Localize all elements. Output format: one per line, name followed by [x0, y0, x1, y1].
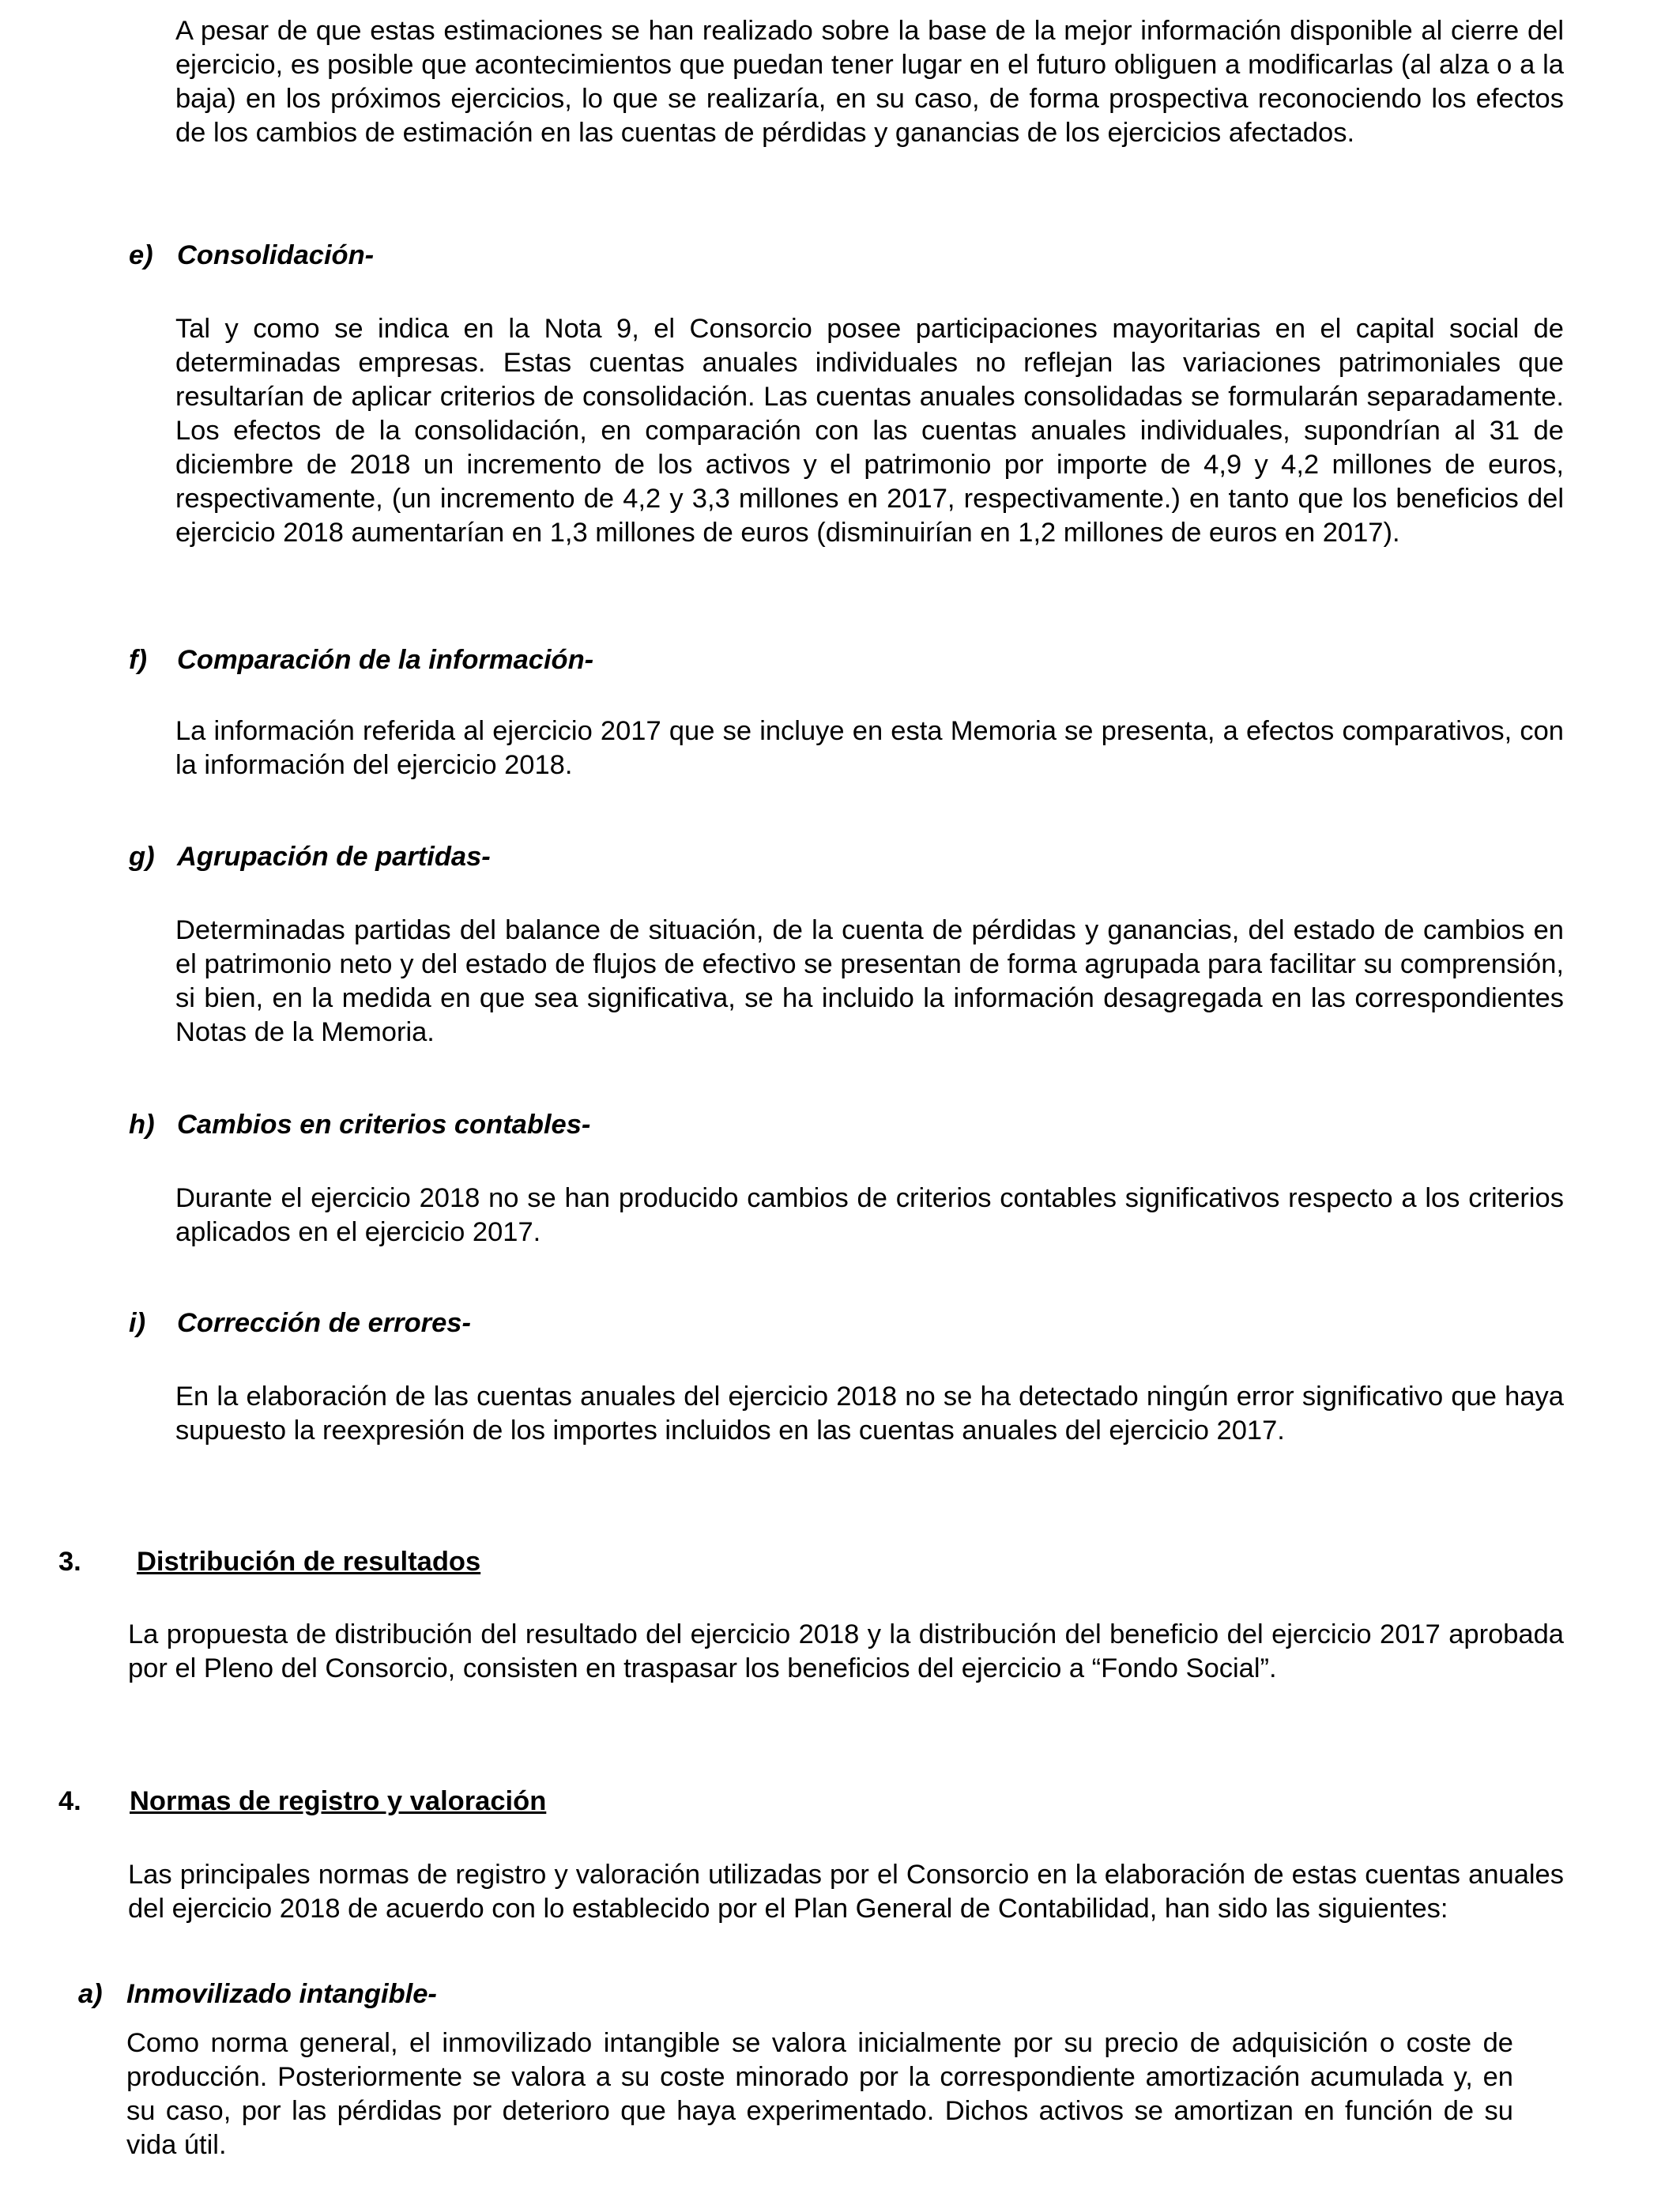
section-3-title: Distribución de resultados	[137, 1547, 481, 1577]
section-3-number: 3.	[58, 1547, 81, 1577]
section-4-subsection-a-body: Como norma general, el inmovilizado intangible se valora inicialmente por su precio de adquisición o coste de producción. Posteriormente se valora a su coste minorado por la correspondiente amortización acumulada y, en su caso, por las pérdidas por deterioro que haya experimentado. Dichos activos se amortizan en función de su vida útil.	[126, 2028, 1513, 2160]
subsection-e-letter: e)	[129, 240, 153, 270]
subsection-e-heading	[129, 239, 374, 273]
intro-paragraph: A pesar de que estas estimaciones se han realizado sobre la base de la mejor información disponible al cierre del ejercicio, es posible que acontecimientos que puedan tener lugar en el futuro obliguen a modificarlas (al alza o a la baja) en los próximos ejercicios, lo que se realizaría, en su caso, de forma prospectiva reconociendo los efectos de los cambios de estimación en las cuentas de pérdidas y ganancias de los ejercicios afectados.	[175, 16, 1564, 148]
subsection-i-heading	[129, 1306, 471, 1340]
subsection-g-heading	[129, 840, 491, 874]
subsection-f-body: La información referida al ejercicio 2017 que se incluye en esta Memoria se presenta, a efectos comparativos, con la información del ejercicio 2018.	[175, 716, 1564, 780]
section-3-heading	[58, 1545, 480, 1579]
section-4-title: Normas de registro y valoración	[130, 1786, 547, 1816]
subsection-g-title: Agrupación de partidas-	[177, 842, 491, 872]
subsection-f-title: Comparación de la información-	[177, 645, 594, 675]
section-3-body: La propuesta de distribución del resultado del ejercicio 2018 y la distribución del beneficio del ejercicio 2017 aprobada por el Pleno del Consorcio, consisten en traspasar los beneficios del ejercicio a “Fondo Social”.	[128, 1619, 1564, 1683]
subsection-g-letter: g)	[129, 842, 155, 872]
subsection-h-body: Durante el ejercicio 2018 no se han producido cambios de criterios contables significativos respecto a los criterios aplicados en el ejercicio 2017.	[175, 1183, 1564, 1247]
section-4-heading	[58, 1785, 546, 1819]
subsection-i-letter: i)	[129, 1308, 146, 1338]
subsection-f-heading	[129, 643, 593, 677]
subsection-e-body: Tal y como se indica en la Nota 9, el Consorcio posee participaciones mayoritarias en el capital social de determinadas empresas. Estas cuentas anuales individuales no reflejan las variaciones patrimoniales que resultarían de aplicar criterios de consolidación. Las cuentas anuales consolidadas se formularán separadamente. Los efectos de la consolidación, en comparación con las cuentas anuales individuales, supondrían al 31 de diciembre de 2018 un incremento de los activos y el patrimonio por importe de 4,9 y 4,2 millones de euros, respectivamente, (un incremento de 4,2 y 3,3 millones en 2017, respectivamente.) en tanto que los beneficios del ejercicio 2018 aumentarían en 1,3 millones de euros (disminuirían en 1,2 millones de euros en 2017).	[175, 314, 1564, 548]
section-4-subsection-a-heading	[78, 1977, 437, 2011]
subsection-i-body: En la elaboración de las cuentas anuales del ejercicio 2018 no se ha detectado ningún error significativo que haya supuesto la reexpresión de los importes incluidos en las cuentas anuales del ejercicio 2017.	[175, 1382, 1564, 1446]
section-4-body: Las principales normas de registro y valoración utilizadas por el Consorcio en la elaboración de estas cuentas anuales del ejercicio 2018 de acuerdo con lo establecido por el Plan General de Contabilidad, han sido las siguientes:	[128, 1860, 1564, 1924]
subsection-h-letter: h)	[129, 1110, 155, 1140]
section-4-subsection-a-letter: a)	[78, 1979, 103, 2009]
section-4-number: 4.	[58, 1786, 81, 1816]
subsection-i-title: Corrección de errores-	[177, 1308, 471, 1338]
subsection-h-heading	[129, 1108, 590, 1142]
section-4-subsection-a-title: Inmovilizado intangible-	[126, 1979, 437, 2009]
subsection-e-title: Consolidación-	[177, 240, 375, 270]
subsection-g-body: Determinadas partidas del balance de situación, de la cuenta de pérdidas y ganancias, del estado de cambios en el patrimonio neto y del estado de flujos de efectivo se presentan de forma agrupada para facilitar su comprensión, si bien, en la medida en que sea significativa, se ha incluido la información desagregada en las correspondientes Notas de la Memoria.	[175, 915, 1564, 1047]
subsection-f-letter: f)	[129, 645, 147, 675]
subsection-h-title: Cambios en criterios contables-	[177, 1110, 591, 1140]
